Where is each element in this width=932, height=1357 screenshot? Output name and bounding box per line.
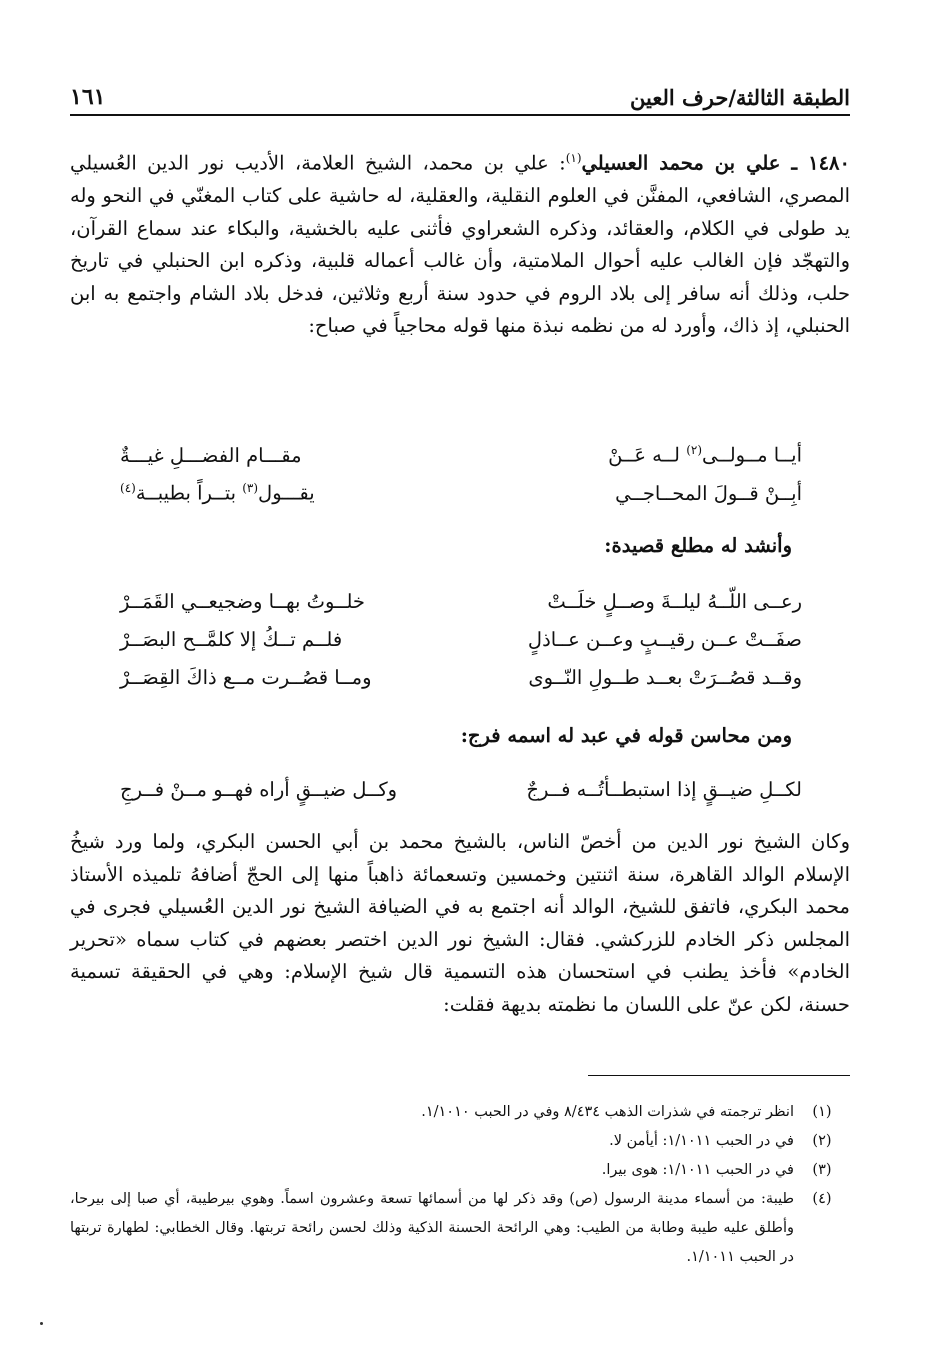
entry-heading: ١٤٨٠ ـ علي بن محمد العسيلي [581,151,850,175]
verse-first-hemistich: رعــى اللّــهُ ليلــةَ وصــلٍ خلَــتْ [547,589,802,613]
verse-second-hemistich: مقـــام الفضـــلِ غيـــةٌ [120,443,302,467]
footnote-text: طيبة: من أسماء مدينة الرسول (ص) وقد ذكر لها من أسمائها تسعة وعشرون اسماً. وهوي بيرطيبة، أي صبا إلى بيرحا، وأطلق عليه طيبة وطابة من الطيب: وهي الرائحة الحسنة الذكية وذلك لحسن رائحة تربتها. وقال الخطابي: لطهارة تربتها در الحبب ١/١٠١١. [70,1191,794,1265]
verse-line [120,620,802,658]
footnote-ref-2: (٢) [686,443,703,458]
verse-text: لــه عَــنْ [608,443,687,467]
verse-line [120,658,802,696]
footnote-number: (٣) [812,1162,832,1178]
footnote [70,1185,850,1272]
verse-first-hemistich: وقــد قصُــرَتْ بعــد طــولِ النّــوى [528,665,802,689]
page-header [70,72,850,110]
footnote-text: انظر ترجمته في شذرات الذهب ٨/٤٣٤ وفي در الحبب ١/١٠١٠. [421,1104,794,1120]
verse-intro: وأنشد له مطلع قصيدة: [604,534,792,557]
footnote-number: (٤) [812,1191,832,1207]
footnote-text: في در الحبب ١/١٠١١: أيأمن لا. [609,1133,794,1149]
verse-text: أيــا مــولــى [702,443,802,467]
page-number: ١٦١ [70,84,106,110]
verse-first-hemistich: أبِــنْ قــولَ المحــاجــي [615,481,802,505]
footnote [70,1127,850,1156]
verse-second-hemistich: وكــل ضيــقٍ أراه فهــو مــنْ فــرجِ [120,777,398,801]
footnote-rule [588,1075,850,1076]
header-rule [70,114,850,116]
running-head: الطبقة الثالثة/حرف العين [630,85,850,110]
footnote-number: (٢) [812,1133,832,1149]
verse-second-hemistich [120,481,420,505]
verse-text: بتــراً بطيبــة [135,481,243,505]
footnote-ref-3: (٣) [242,481,259,496]
footnote-number: (١) [812,1104,832,1120]
footnote-text: في در الحبب ١/١٠١١: هوى بيرا. [601,1162,794,1178]
verse-line [120,474,802,512]
verse-line [120,582,802,620]
verse-second-hemistich: ومــا قصُــرت مــع ذاكَ القِصَــرْ [120,665,372,689]
footnote [70,1156,850,1185]
entry-text: : علي بن محمد، الشيخ العلامة، الأديب نور الدين العُسيلي المصري، الشافعي، المفنَّن في العلوم النقلية، والعقلية، له حاشية على كتاب المغنّي في النحو وله يد طولى في الكلام، والعقائد، وذكره الشعراوي فأثنى عليه بالخشية، والبكاء عند سماع القرآن، والتهجّد فإن الغالب عليه أحوال الملامتية، وأن غالب أعماله قلبية، وذكره ابن الحنبلي في تاريخ حلب، وذلك أنه سافر إلى بلاد الروم في حدود سنة أربع وثلاثين، فدخل بلاد الشام واجتمع به ابن الحنبلي، إذ ذاك، وأورد له من نظمه نبذة منها قوله محاجياً في صباح: [70,151,850,338]
verse-second-hemistich: خلــوتُ بهــا وضجيعــي القَمَــرْ [120,589,365,613]
verse-block-2 [120,582,802,696]
verse-intro: ومن محاسن قوله في عبد له اسمه فرج: [460,724,792,747]
verse-line [120,436,802,474]
verse-block-3 [120,770,802,808]
footnote-ref-4: (٤) [120,481,136,496]
verse-first-hemistich: لكــلِ ضيــقٍ إذا استبطــأتُــه فــرجٌ [526,777,802,801]
verse-second-hemistich: فلــم تــكُ إلا كلمَّــح البصَــرْ [120,627,343,651]
entry-paragraph [70,142,850,343]
footnotes [70,1098,850,1272]
footnote [70,1098,850,1127]
verse-text: يقـــول [258,481,315,505]
verse-line [120,770,802,808]
footnote-ref-1: (١) [565,151,582,165]
body-paragraph: وكان الشيخ نور الدين من أخصّ الناس، بالشيخ محمد بن أبي الحسن البكري، ولما ورد شيخُ الإسلام الوالد القاهرة، سنة اثنتين وخمسين وتسعمائة ذاهباً منها إلى الحجّ أضافهُ تلميذه الأستاذ محمد البكري، فاتفق للشيخ، الوالد أنه اجتمع به في الضيافة الشيخ نور الدين العُسيلي فجرى في المجلس ذكر الخادم للزركشي. فقال: الشيخ نور الدين اختصر بعضهم في كتاب سماه «تحرير الخادم» فأخذ يطنب في استحسان هذه التسمية قال شيخ الإسلام: وهي في الحقيقة تسمية حسنة، لكن عنّ على اللسان ما نظمته بديهة فقلت: [70,830,851,1016]
verse-first-hemistich [502,443,802,467]
margin-dot [40,1322,43,1325]
verse-block-1 [120,436,802,512]
verse-first-hemistich: صفَــتْ عــن رقيــبٍ وعــن عــاذلٍ [527,627,802,651]
